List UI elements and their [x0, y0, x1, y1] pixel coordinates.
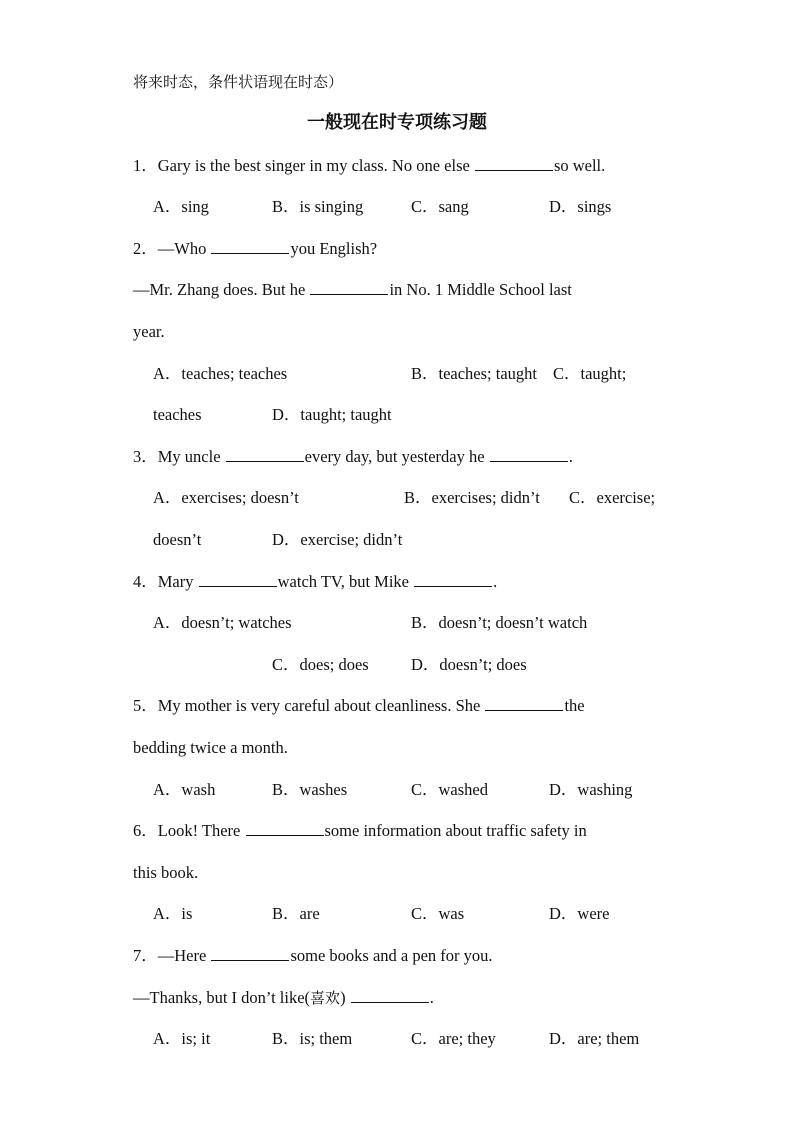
q6-blank: [246, 821, 324, 836]
question-5-line-2: bedding twice a month.: [133, 738, 288, 757]
q3-option-d: D．exercise; didn’t: [272, 530, 403, 549]
q2-option-b: B．teaches; taught: [411, 364, 538, 383]
q4-option-a: A．doesn’t; watches: [153, 613, 292, 632]
q7-line1-b: some books and a pen for you.: [290, 946, 493, 965]
q2-line1-b: you English?: [290, 239, 378, 258]
q2-blank-2: [310, 280, 388, 295]
q4-option-d: D．doesn’t; does: [411, 655, 527, 674]
q3-option-c-cont: doesn’t: [153, 530, 202, 549]
q4-option-b: B．doesn’t; doesn’t watch: [411, 613, 588, 632]
q4-stem-a: 4．Mary: [133, 572, 198, 591]
question-3: [133, 446, 573, 468]
q2-option-c-cont: teaches: [153, 405, 202, 424]
q2-option-a: A．teaches; teaches: [153, 364, 288, 383]
q3-blank-1: [226, 447, 304, 462]
q3-option-c: C．exercise;: [569, 488, 656, 507]
q7-line2-c: .: [429, 988, 434, 1007]
q4-stem-b: watch TV, but Mike: [277, 572, 414, 591]
q7-option-d: D．are; them: [549, 1029, 640, 1048]
q3-option-a: A．exercises; doesn’t: [153, 488, 299, 507]
question-5: [133, 695, 585, 717]
q1-blank: [475, 156, 553, 171]
q6-option-d: D．were: [549, 904, 610, 923]
q7-line2-a: —Thanks, but I don’t like(: [133, 988, 311, 1007]
q7-option-a: A．is; it: [153, 1029, 211, 1048]
q7-blank-2: [351, 988, 429, 1003]
q2-option-d: D．taught; taught: [272, 405, 392, 424]
question-7-line-2: [133, 987, 434, 1009]
q7-option-b: B．is; them: [272, 1029, 353, 1048]
q6-stem-b: some information about traffic safety in: [324, 821, 587, 840]
question-2-line-3: year.: [133, 322, 165, 341]
q7-line1-a: 7．—Here: [133, 946, 211, 965]
question-1: [133, 155, 605, 177]
question-6: [133, 820, 587, 842]
q1-option-c: C．sang: [411, 197, 469, 216]
q4-blank-1: [199, 572, 277, 587]
q2-blank-1: [211, 239, 289, 254]
question-4: [133, 571, 497, 593]
q3-blank-2: [490, 447, 568, 462]
q5-stem-b: the: [564, 696, 585, 715]
q7-blank-1: [211, 946, 289, 961]
q6-stem-a: 6．Look! There: [133, 821, 245, 840]
q3-stem-b: every day, but yesterday he: [304, 447, 489, 466]
q2-line2-b: in No. 1 Middle School last: [389, 280, 572, 299]
header-line: 将来时态，条件状语现在时态）: [133, 73, 344, 91]
q7-line2-chinese: 喜欢: [310, 989, 341, 1007]
q5-option-c: C．washed: [411, 780, 488, 799]
q7-option-c: C．are; they: [411, 1029, 496, 1048]
q1-stem-b: so well.: [553, 156, 606, 175]
q1-option-b: B．is singing: [272, 197, 364, 216]
q5-option-a: A．wash: [153, 780, 216, 799]
question-6-line-2: this book.: [133, 863, 199, 882]
q7-line2-b: ): [340, 988, 350, 1007]
q4-blank-2: [414, 572, 492, 587]
question-2-line-2: [133, 279, 572, 301]
q4-stem-c: .: [493, 572, 498, 591]
q6-option-a: A．is: [153, 904, 193, 923]
q1-stem-a: 1．Gary is the best singer in my class. No one else: [133, 156, 474, 175]
q3-stem-c: .: [568, 447, 573, 466]
q1-option-a: A．sing: [153, 197, 209, 216]
q5-option-d: D．washing: [549, 780, 633, 799]
q6-option-c: C．was: [411, 904, 465, 923]
question-7-line-1: [133, 945, 493, 967]
page-title: 一般现在时专项练习题: [307, 112, 487, 133]
q3-option-b: B．exercises; didn’t: [404, 488, 540, 507]
q6-option-b: B．are: [272, 904, 320, 923]
q1-option-d: D．sings: [549, 197, 612, 216]
q2-line2-a: —Mr. Zhang does. But he: [133, 280, 310, 299]
q4-option-c: C．does; does: [272, 655, 369, 674]
q5-blank: [485, 696, 563, 711]
q3-stem-a: 3．My uncle: [133, 447, 225, 466]
q5-stem-a: 5．My mother is very careful about cleanliness. She: [133, 696, 485, 715]
q2-option-c: C．taught;: [553, 364, 627, 383]
q2-line1-a: 2．—Who: [133, 239, 211, 258]
q5-option-b: B．washes: [272, 780, 348, 799]
question-2-line-1: [133, 238, 377, 260]
